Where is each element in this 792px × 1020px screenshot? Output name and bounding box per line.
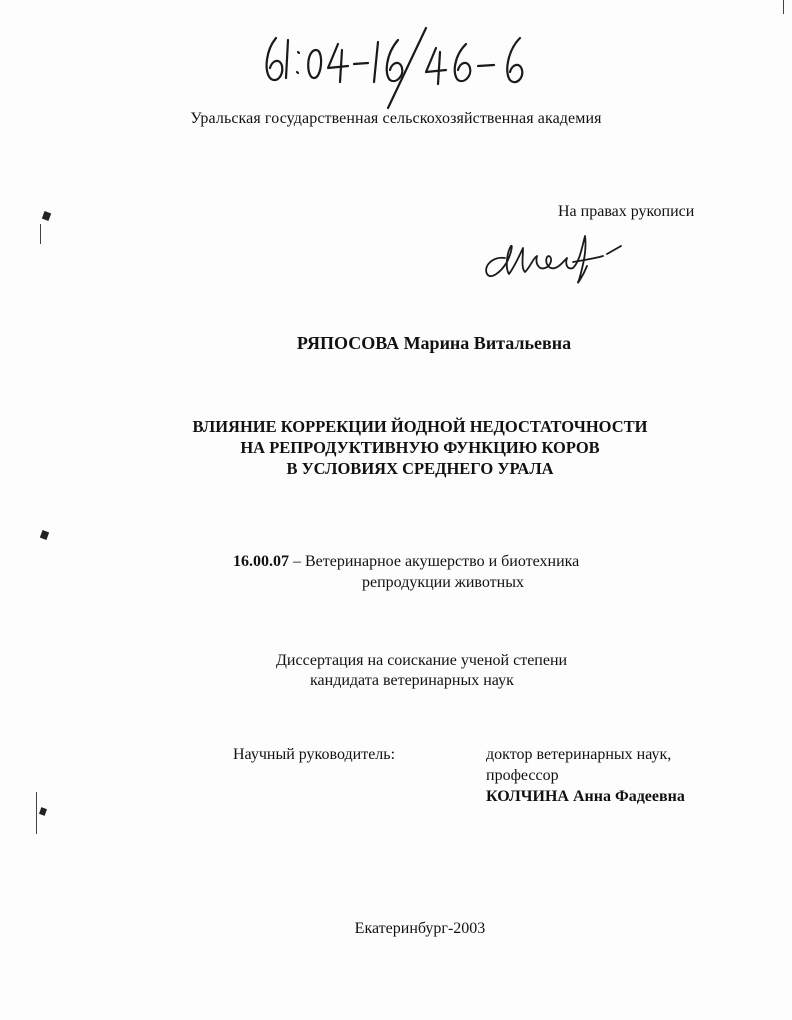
specialty-name-part-1: – Ветеринарное акушерство и биотехника [289,553,580,570]
supervisor-rank: профессор [486,767,559,784]
scan-edge-line-top [40,224,41,244]
supervisor-name: КОЛЧИНА Анна Фадеевна [486,788,685,805]
degree-statement-line-1: Диссертация на соискание ученой степени [276,652,568,669]
thesis-title-line-1: ВЛИЯНИЕ КОРРЕКЦИИ ЙОДНОЙ НЕДОСТАТОЧНОСТИ [192,417,648,436]
thesis-title [0,416,792,479]
scan-mark-bottom [39,807,47,816]
supervisor-degree: доктор ветеринарных наук, [486,746,672,763]
scan-mark-middle [40,530,49,540]
thesis-title-line-3: В УСЛОВИЯХ СРЕДНЕГО УРАЛА [286,459,554,478]
city-and-year: Екатеринбург-2003 [354,920,486,937]
handwritten-archive-code [258,20,538,110]
degree-statement-line-2: кандидата ветеринарных наук [310,672,514,689]
author-signature [475,222,630,292]
institution-name: Уральская государственная сельскохозяйственная академия [190,110,602,127]
scan-edge-line-right [783,0,784,14]
specialty-code: 16.00.07 [233,553,289,570]
supervisor-label: Научный руководитель: [233,746,396,763]
manuscript-rights-note: На правах рукописи [558,203,695,220]
thesis-title-line-2: НА РЕПРОДУКТИВНУЮ ФУНКЦИЮ КОРОВ [240,438,600,457]
specialty-name-part-2: репродукции животных [362,574,524,591]
specialty-line-1 [233,553,579,571]
author-name: РЯПОСОВА Марина Витальевна [296,333,572,353]
scan-edge-line-bottom [36,792,37,834]
scan-mark-top [42,211,51,221]
